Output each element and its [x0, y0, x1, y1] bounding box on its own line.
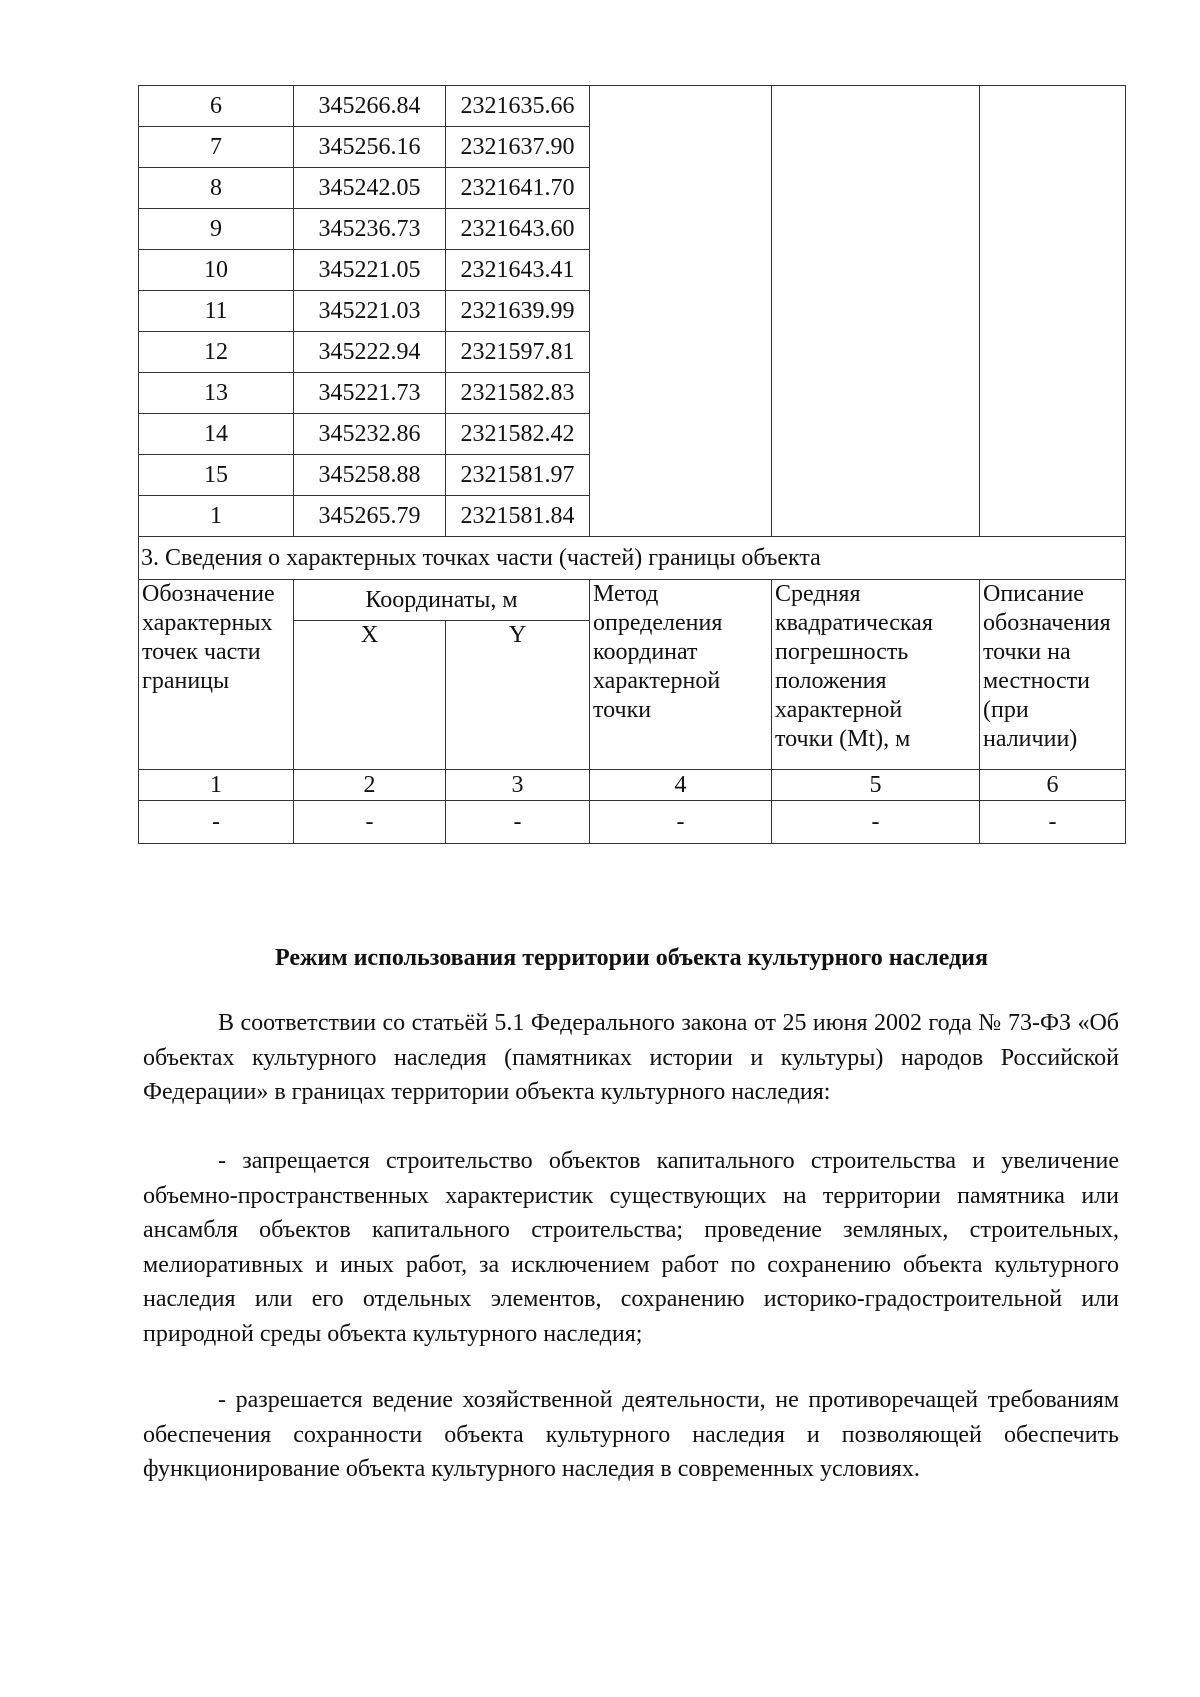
column-number: 2	[294, 770, 446, 801]
point-number: 8	[139, 168, 294, 209]
coordinates-table	[138, 85, 1126, 844]
coord-y: 2321637.90	[446, 127, 590, 168]
column-number: 4	[590, 770, 772, 801]
col-designation-header: Обозначение характерных точек части границы	[139, 580, 294, 770]
coord-y: 2321641.70	[446, 168, 590, 209]
coord-y: 2321582.83	[446, 373, 590, 414]
coord-y: 2321582.42	[446, 414, 590, 455]
column-numbers-row	[139, 770, 1126, 801]
coord-x: 345222.94	[294, 332, 446, 373]
coordinates-table-body	[139, 86, 1126, 537]
empty-error-cell	[772, 86, 980, 537]
point-number: 13	[139, 373, 294, 414]
point-number: 7	[139, 127, 294, 168]
coord-x: 345221.73	[294, 373, 446, 414]
coord-y: 2321635.66	[446, 86, 590, 127]
point-number: 10	[139, 250, 294, 291]
coord-x: 345266.84	[294, 86, 446, 127]
coord-x: 345256.16	[294, 127, 446, 168]
coord-x: 345236.73	[294, 209, 446, 250]
col-coordinates-header: Координаты, м	[294, 580, 590, 621]
point-number: 14	[139, 414, 294, 455]
empty-value: -	[590, 801, 772, 844]
column-number: 1	[139, 770, 294, 801]
section3-title: 3. Сведения о характерных точках части (частей) границы объекта	[139, 537, 1126, 580]
empty-value: -	[980, 801, 1126, 844]
empty-value: -	[772, 801, 980, 844]
coord-y: 2321581.84	[446, 496, 590, 537]
coord-x: 345242.05	[294, 168, 446, 209]
col-x-header: X	[294, 621, 446, 770]
point-number: 12	[139, 332, 294, 373]
coord-x: 345265.79	[294, 496, 446, 537]
empty-method-cell	[590, 86, 772, 537]
coord-x: 345232.86	[294, 414, 446, 455]
empty-value: -	[446, 801, 590, 844]
section3-block	[139, 537, 1126, 844]
regime-paragraph-prohibited: - запрещается строительство объектов капитального строительства и увеличение объемно-пространственных характеристик существующих на территории памятника или ансамбля объектов капитального строительства; проведение земляных, строительных, мелиоративных и иных работ, за исключением работ по сохранению объекта культурного наследия или его отдельных элементов, сохранению историко-градостроительной или природной среды объекта культурного наследия;	[143, 1148, 1119, 1347]
coord-x: 345221.05	[294, 250, 446, 291]
empty-values-row	[139, 801, 1126, 844]
point-number: 11	[139, 291, 294, 332]
point-number: 15	[139, 455, 294, 496]
col-method-header: Метод определения координат характерной точки	[590, 580, 772, 770]
regime-paragraph-permitted: - разрешается ведение хозяйственной деятельности, не противоречащей требованиям обеспечения сохранности объекта культурного наследия и позволяющей обеспечить функционирование объекта культурного наследия в современных условиях.	[143, 1387, 1119, 1482]
coord-x: 345258.88	[294, 455, 446, 496]
coord-y: 2321643.60	[446, 209, 590, 250]
point-number: 6	[139, 86, 294, 127]
coord-y: 2321581.97	[446, 455, 590, 496]
point-number: 9	[139, 209, 294, 250]
column-number: 6	[980, 770, 1126, 801]
column-number: 3	[446, 770, 590, 801]
coord-y: 2321639.99	[446, 291, 590, 332]
col-error-header: Средняя квадратическая погрешность положения характерной точки (Mt), м	[772, 580, 980, 770]
coordinate-row	[139, 86, 1126, 127]
empty-description-cell	[980, 86, 1126, 537]
coord-y: 2321643.41	[446, 250, 590, 291]
col-description-header: Описание обозначения точки на местности (при наличии)	[980, 580, 1126, 770]
empty-value: -	[139, 801, 294, 844]
coord-y: 2321597.81	[446, 332, 590, 373]
empty-value: -	[294, 801, 446, 844]
col-y-header: Y	[446, 621, 590, 770]
column-number: 5	[772, 770, 980, 801]
regime-paragraph-law: В соответствии со статьёй 5.1 Федерального закона от 25 июня 2002 года № 73-ФЗ «Об объектах культурного наследия (памятниках истории и культуры) народов Российской Федерации» в границах территории объекта культурного наследия:	[143, 1010, 1119, 1105]
coord-x: 345221.03	[294, 291, 446, 332]
point-number: 1	[139, 496, 294, 537]
regime-heading: Режим использования территории объекта культурного наследия	[275, 945, 988, 971]
